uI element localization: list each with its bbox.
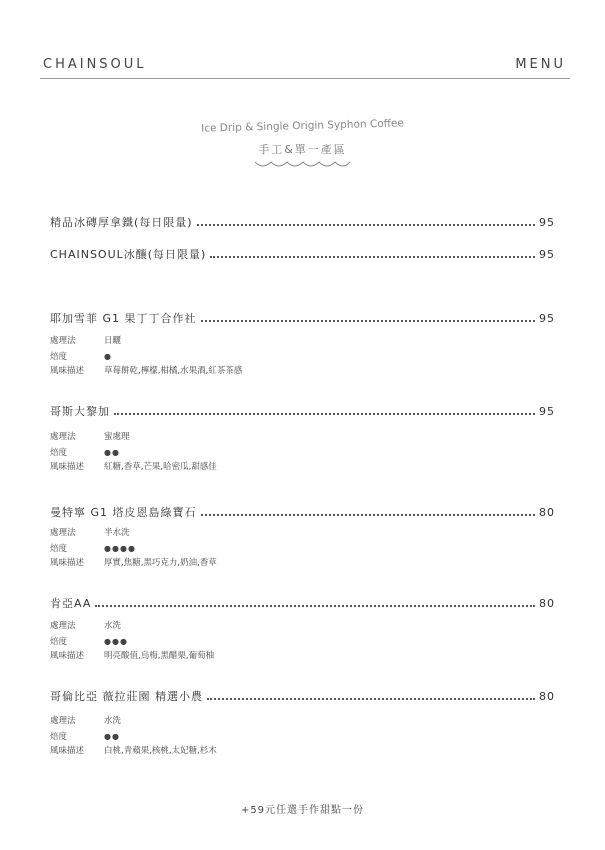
dot-leader [210,256,535,258]
process-label: 處理法 [50,432,76,442]
roast-label: 焙度 [50,544,68,554]
item-name: CHAINSOUL冰釀(每日限量) [50,248,207,261]
item-price: 95 [539,216,555,229]
flavor-label: 風味描述 [50,462,85,472]
section-title: 手工&單一產區 [258,143,347,156]
menu-item [50,246,555,262]
roast-label: 焙度 [50,732,68,742]
menu-item [50,310,555,326]
item-price: 80 [539,690,555,703]
process-row [50,620,121,633]
roast-label: 焙度 [50,448,68,458]
process-value: 蜜處理 [104,432,130,442]
roast-row [50,446,120,459]
process-row [50,527,130,540]
flavor-row [50,461,217,474]
dot-leader [201,320,535,322]
flavor-row [50,557,217,570]
item-price: 80 [539,506,555,519]
process-label: 處理法 [50,336,76,346]
menu-item [50,688,555,704]
roast-row [50,542,136,555]
section-subtitle: Ice Drip & Single Origin Syphon Coffee [201,117,404,135]
item-price: 95 [539,405,555,418]
process-value: 日曬 [104,336,122,346]
flavor-value: 紅糖,香草,芒果,哈密瓜,甜感佳 [104,462,217,472]
flavor-label: 風味描述 [50,746,85,756]
flavor-label: 風味描述 [50,651,85,661]
wave-ornament [254,159,351,171]
item-name: 耶加雪菲 G1 果丁丁合作社 [50,312,197,325]
brand-name: CHAINSOUL [43,57,147,72]
roast-row [50,635,128,648]
flavor-value: 草莓餅乾,檸檬,柑橘,水果酒,紅茶茶感 [104,366,243,376]
menu-label: MENU [515,57,566,72]
item-name: 曼特寧 G1 塔皮恩島綠寶石 [50,506,197,519]
dot-leader [114,413,535,415]
item-price: 80 [539,597,555,610]
menu-item [50,403,555,419]
header-divider [40,78,570,79]
process-label: 處理法 [50,621,76,631]
flavor-row [50,365,242,378]
footer-note: +59元任選手作甜點一份 [240,805,365,816]
page-header [43,57,568,75]
process-value: 水洗 [104,621,122,631]
roast-row [50,730,120,743]
process-row [50,715,121,728]
process-value: 半水洗 [104,528,130,538]
menu-item [50,504,555,520]
process-row [50,431,130,444]
roast-value: ●●●● [104,544,136,553]
roast-value: ●● [104,448,120,457]
process-row [50,335,121,348]
flavor-value: 厚實,焦糖,黑巧克力,奶油,香草 [104,558,217,568]
roast-value: ●● [104,732,120,741]
dot-leader [201,514,535,516]
dot-leader [207,698,535,700]
flavor-label: 風味描述 [50,366,85,376]
flavor-row [50,745,217,758]
roast-label: 焙度 [50,637,68,647]
dot-leader [197,224,535,226]
process-label: 處理法 [50,528,76,538]
roast-row [50,350,112,363]
flavor-value: 明亮酸值,烏梅,黑醋栗,葡萄柚 [104,651,215,661]
flavor-value: 白桃,青蘋果,核桃,太妃糖,杉木 [104,746,217,756]
flavor-row [50,650,214,663]
menu-item [50,214,555,230]
menu-item [50,595,555,611]
item-price: 95 [539,248,555,261]
item-name: 精品冰磚厚拿鐵(每日限量) [50,216,193,229]
roast-label: 焙度 [50,352,68,362]
item-name: 肯亞AA [50,597,92,610]
flavor-label: 風味描述 [50,558,85,568]
dot-leader [95,605,535,607]
process-value: 水洗 [104,716,122,726]
item-name: 哥倫比亞 薇拉莊園 精選小農 [50,690,203,703]
roast-value: ● [104,352,112,361]
item-price: 95 [539,312,555,325]
process-label: 處理法 [50,716,76,726]
roast-value: ●●● [104,637,128,646]
item-name: 哥斯大黎加 [50,405,110,418]
